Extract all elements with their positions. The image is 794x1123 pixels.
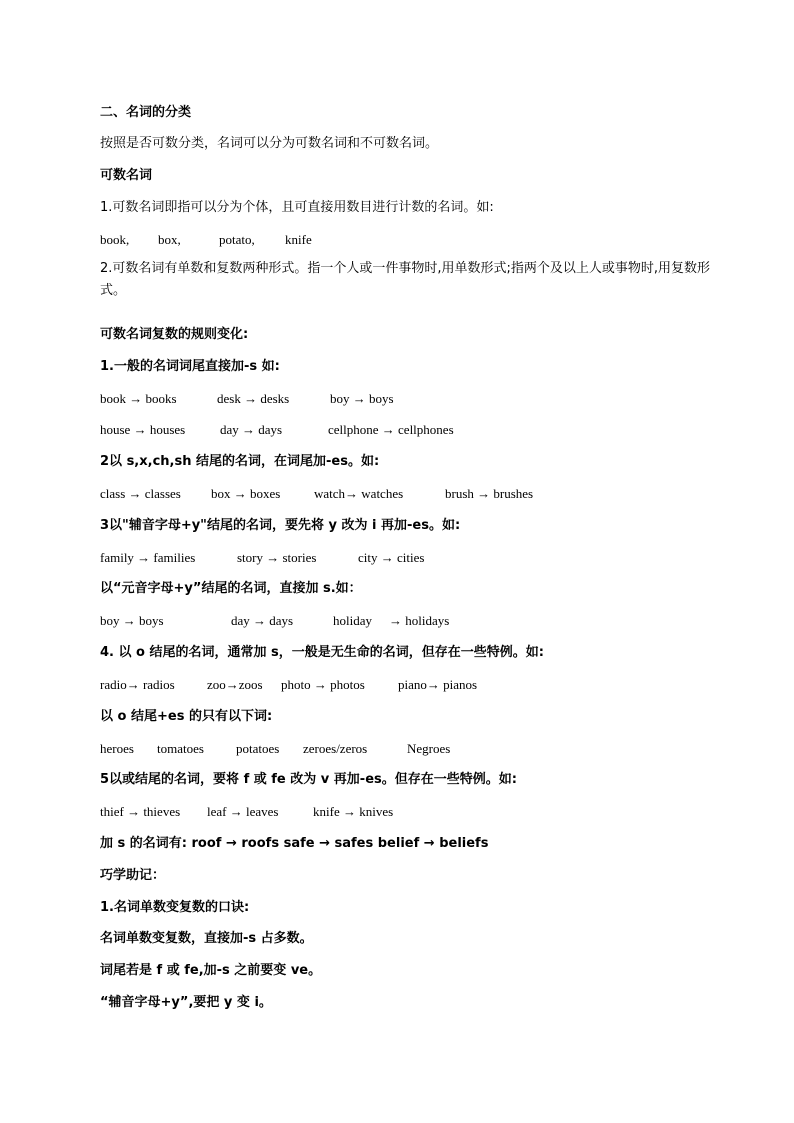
- rule-4b: 以 o 结尾+es 的只有以下词:: [100, 709, 273, 724]
- rule-3b-examples-row: [100, 612, 449, 630]
- rule-3b: 以“元音字母+y”结尾的名词，直接加 s.如：: [100, 581, 362, 596]
- rule-3-examples-row: [100, 549, 424, 567]
- example-pair: cellphone → cellphones: [328, 422, 454, 437]
- example-pair: house → houses: [100, 422, 186, 437]
- example-pair: city → cities: [358, 550, 425, 565]
- rule-3: 3以"辅音字母+y"结尾的名词，要先将 y 改为 i 再加-es。如:: [100, 518, 461, 533]
- rule-4b-examples-row: [100, 740, 450, 758]
- example-word: potatoes: [236, 741, 280, 756]
- example-word: potato,: [219, 232, 255, 247]
- section-heading: 二、名词的分类: [100, 105, 192, 120]
- example-word: heroes: [100, 741, 134, 756]
- memo-1: 1.名词单数变复数的口诀:: [100, 900, 250, 915]
- rule-5: 5以或结尾的名词，要将 f 或 fe 改为 v 再加-es。但存在一些特例。如:: [100, 772, 517, 787]
- memo-3: 词尾若是 f 或 fe,加-s 之前要变 ve。: [100, 963, 322, 978]
- rule-4-examples-row: [100, 676, 477, 694]
- rule-1-examples-row-2: [100, 421, 454, 439]
- memo-2: 名词单数变复数，直接加-s 占多数。: [100, 931, 313, 946]
- intro-text: 按照是否可数分类，名词可以分为可数名词和不可数名词。: [100, 136, 439, 151]
- example-word: knife: [285, 232, 312, 247]
- example-word: → holidays: [389, 613, 450, 628]
- example-pair: family → families: [100, 550, 196, 565]
- rule-5b: 加 s 的名词有: roof → roofs safe → safes belief → beliefs: [100, 836, 489, 851]
- example-word: zeroes/zeros: [303, 741, 368, 756]
- example-word: book,: [100, 232, 130, 247]
- example-pair: class → classes: [100, 486, 181, 501]
- rules-title: 可数名词复数的规则变化:: [100, 327, 249, 342]
- definition-1: 1.可数名词即指可以分为个体，且可直接用数目进行计数的名词。如:: [100, 200, 494, 215]
- example-pair: book → books: [100, 391, 177, 406]
- rule-4: 4. 以 o 结尾的名词，通常加 s，一般是无生命的名词，但存在一些特例。如:: [100, 645, 544, 660]
- example-pair: piano→ pianos: [398, 677, 478, 692]
- countable-title: 可数名词: [100, 168, 153, 183]
- rule-1: 1.一般的名词词尾直接加-s 如:: [100, 359, 280, 374]
- example-word: holiday: [333, 613, 372, 628]
- example-pair: boy → boys: [100, 613, 164, 628]
- example-pair: day → days: [220, 422, 283, 437]
- example-pair: box → boxes: [211, 486, 281, 501]
- example-word: tomatoes: [157, 741, 204, 756]
- example-pair: thief → thieves: [100, 804, 181, 819]
- definition-2: 2.可数名词有单数和复数两种形式。指一个人或一件事物时,用单数形式;指两个及以上人或事物时,用复数形式。: [100, 261, 711, 298]
- examples-row-1: [100, 231, 312, 249]
- example-pair: story → stories: [237, 550, 317, 565]
- example-pair: brush → brushes: [445, 486, 534, 501]
- example-pair: desk → desks: [217, 391, 290, 406]
- example-pair: photo → photos: [281, 677, 365, 692]
- memo-4: “辅音字母+y”,要把 y 变 i。: [100, 995, 272, 1010]
- example-pair: radio→ radios: [100, 677, 175, 692]
- example-pair: watch→ watches: [314, 486, 404, 501]
- rule-5-examples-row: [100, 803, 393, 821]
- example-pair: zoo→zoos: [207, 677, 263, 692]
- rule-2: 2以 s,x,ch,sh 结尾的名词，在词尾加-es。如:: [100, 454, 380, 469]
- rule-1-examples-row-1: [100, 390, 394, 408]
- example-word: Negroes: [407, 741, 451, 756]
- rule-2-examples-row: [100, 485, 533, 503]
- example-pair: boy → boys: [330, 391, 394, 406]
- example-pair: leaf → leaves: [207, 804, 279, 819]
- example-pair: knife → knives: [313, 804, 394, 819]
- example-word: box,: [158, 232, 181, 247]
- example-pair: day → days: [231, 613, 294, 628]
- memo-title: 巧学助记：: [100, 868, 166, 883]
